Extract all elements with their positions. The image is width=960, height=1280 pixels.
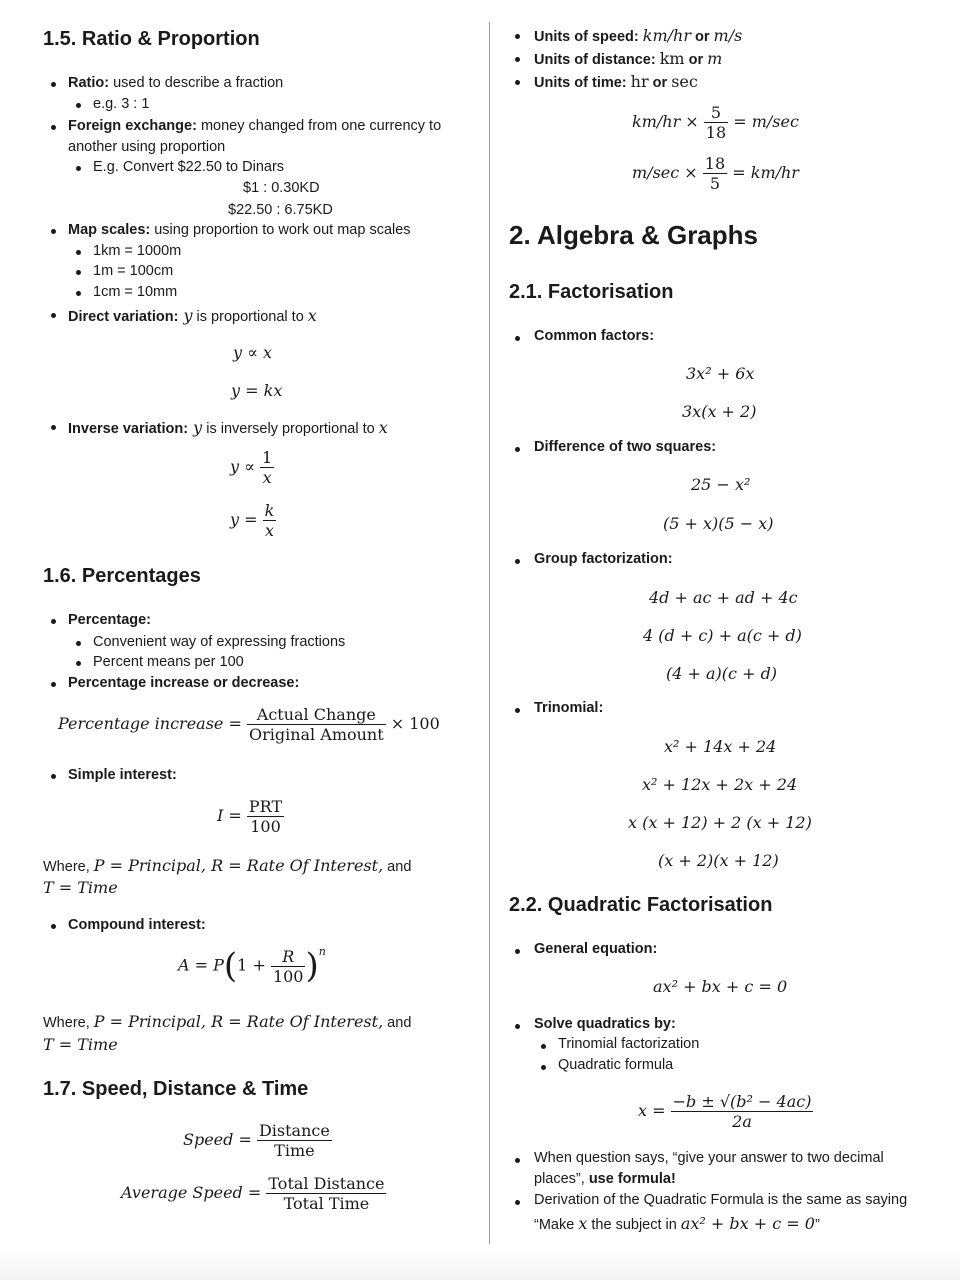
note2-subject: the subject in [587, 1217, 681, 1233]
c2-den: 5 [709, 174, 721, 193]
solve-method-1: Trinomial factorization [558, 1036, 700, 1052]
sp-num: Distance [258, 1121, 330, 1140]
bullet [515, 336, 520, 341]
general-equation-label: General equation: [534, 941, 658, 957]
direct-variation-item [68, 306, 317, 325]
map-item [68, 222, 411, 238]
speed-formula [183, 1121, 332, 1160]
pi-num: Actual Change [247, 705, 386, 725]
qf-lhs: x = [638, 1101, 666, 1120]
where-note-1 [43, 856, 411, 875]
column-divider [489, 22, 490, 1244]
where-text: Where, [43, 859, 94, 875]
section-title-quadratic-factorisation: 2.2. Quadratic Factorisation [509, 894, 773, 916]
page-bottom-edge [0, 1250, 960, 1280]
var-x: x [307, 306, 317, 325]
var-x: x [378, 418, 388, 437]
conversion-kmhr-to-msec [632, 103, 799, 142]
ci-exponent: n [318, 945, 326, 958]
bullet [541, 1044, 546, 1049]
where-text: Where, [43, 1015, 94, 1031]
bullet [51, 619, 56, 624]
compound-interest-label: Compound interest: [68, 917, 206, 933]
where-time-1: T = Time [43, 878, 118, 897]
bullet [51, 682, 56, 687]
map-scale-3: 1cm = 10mm [93, 284, 178, 300]
fx-text: money changed from one currency to [196, 118, 442, 134]
sp-lhs: Speed = [183, 1130, 252, 1149]
or-text: or [690, 29, 714, 45]
si-fraction [247, 797, 284, 836]
note-derivation-line2 [534, 1214, 820, 1233]
bullet [76, 270, 81, 275]
where-and: and [383, 859, 412, 875]
trinomial-label: Trinomial: [534, 700, 604, 716]
c1-den: 18 [705, 123, 727, 142]
c2-rhs: = km/hr [732, 163, 799, 182]
note1-places: places”, [534, 1171, 589, 1187]
bullet [515, 1158, 520, 1163]
c1-num: 5 [704, 103, 728, 123]
pi-fraction [247, 705, 386, 744]
avg-den: Total Time [283, 1194, 370, 1213]
bullet [51, 425, 56, 430]
map-scale-1: 1km = 1000m [93, 243, 182, 259]
inv-eq2-lhs: y = [230, 510, 258, 529]
ci-num: R [271, 947, 306, 967]
unit-hr: hr [630, 72, 649, 91]
percentage-incdec-label: Percentage increase or decrease: [68, 675, 300, 691]
fx-label: Foreign exchange: [68, 118, 197, 134]
map-label: Map scales: [68, 222, 151, 238]
c2-lhs: m/sec × [632, 163, 698, 182]
group-factorization-eq-1: 4d + ac + ad + 4c [649, 588, 798, 607]
solve-method-2: Quadratic formula [558, 1057, 674, 1073]
note2-close-quote: ” [814, 1217, 820, 1233]
map-text: using proportion to work out map scales [150, 222, 411, 238]
fx-example: E.g. Convert $22.50 to Dinars [93, 159, 285, 175]
note2-x: x [578, 1214, 588, 1233]
avg-fraction [266, 1174, 386, 1213]
units-distance-label: Units of distance: [534, 52, 660, 68]
trinomial-eq-3: x (x + 12) + 2 (x + 12) [628, 813, 812, 832]
bullet [51, 125, 56, 130]
trinomial-eq-1: x² + 14x + 24 [664, 737, 777, 756]
si-num: PRT [248, 797, 283, 816]
note-decimal-line1: When question says, “give your answer to two decimal [534, 1150, 884, 1166]
common-factors-eq-1: 3x² + 6x [686, 364, 755, 383]
var-y: y [188, 418, 203, 437]
or-text: or [684, 52, 708, 68]
compound-interest-formula [178, 946, 326, 986]
inv-eq2-fraction [263, 501, 277, 540]
common-factors-eq-2: 3x(x + 2) [682, 402, 757, 421]
unit-kmhr: km/hr [642, 26, 691, 45]
inverse-eq-1 [230, 448, 274, 487]
direct-label: Direct variation: [68, 309, 179, 325]
qf-fraction [671, 1092, 814, 1131]
paren-close: ) [305, 946, 319, 986]
group-factorization-eq-3: (4 + a)(c + d) [666, 664, 778, 683]
ci-fraction [271, 947, 306, 986]
percentage-desc-2: Percent means per 100 [93, 654, 244, 670]
sp-fraction [257, 1121, 332, 1160]
bullet [515, 1024, 520, 1029]
c1-rhs: = m/sec [733, 112, 799, 131]
bullet [515, 80, 520, 85]
percentage-increase-formula [58, 705, 440, 744]
c1-fraction [704, 103, 728, 142]
group-factorization-eq-2: 4 (d + c) + a(c + d) [643, 626, 802, 645]
trinomial-eq-2: x² + 12x + 2x + 24 [642, 775, 798, 794]
unit-ms: m/s [713, 26, 743, 45]
fx-item [68, 118, 441, 134]
difference-of-squares-label: Difference of two squares: [534, 439, 717, 455]
c1-lhs: km/hr × [632, 112, 699, 131]
map-scale-2: 1m = 100cm [93, 263, 174, 279]
general-equation: ax² + bx + c = 0 [653, 977, 788, 996]
ci-one: 1 + [237, 955, 266, 975]
inv-eq2-num: k [264, 501, 275, 520]
pi-rhs: × 100 [390, 714, 440, 733]
section-title-speed-distance-time: 1.7. Speed, Distance & Time [43, 1078, 309, 1100]
bullet [515, 559, 520, 564]
c2-fraction [703, 154, 727, 193]
section-title-ratio-proportion: 1.5. Ratio & Proportion [43, 28, 260, 50]
bullet [515, 1200, 520, 1205]
pi-lhs: Percentage increase = [58, 714, 242, 733]
avg-lhs: Average Speed = [121, 1183, 262, 1202]
units-of-speed [534, 26, 742, 45]
where-time-2: T = Time [43, 1035, 118, 1054]
trinomial-eq-4: (x + 2)(x + 12) [658, 851, 779, 870]
note2-equation: ax² + bx + c = 0 [680, 1214, 815, 1233]
direct-eq-1: y ∝ x [233, 343, 273, 362]
si-den: 100 [250, 817, 281, 836]
direct-text: is proportional to [192, 309, 308, 325]
bullet [51, 774, 56, 779]
simple-interest-label: Simple interest: [68, 767, 177, 783]
units-of-distance [534, 49, 722, 68]
percentage-label: Percentage: [68, 612, 152, 628]
bullet [76, 661, 81, 666]
fx-line2: $22.50 : 6.75KD [228, 202, 333, 218]
fx-text-line2: another using proportion [68, 139, 226, 155]
bullet [515, 949, 520, 954]
inv-eq1-fraction [260, 448, 274, 487]
bullet [76, 641, 81, 646]
bullet [76, 166, 81, 171]
bullet [515, 57, 520, 62]
percentage-desc-1: Convenient way of expressing fractions [93, 634, 346, 650]
bullet [51, 82, 56, 87]
where-and: and [383, 1015, 412, 1031]
sp-den: Time [274, 1141, 315, 1160]
conversion-msec-to-kmhr [632, 154, 799, 193]
bullet [51, 924, 56, 929]
unit-m: m [707, 49, 723, 68]
where-vars: P = Principal, R = Rate Of Interest, [93, 856, 384, 875]
inv-eq1-lhs: y ∝ [230, 457, 255, 476]
bullet [51, 313, 56, 318]
average-speed-formula [121, 1174, 386, 1213]
difference-of-squares-eq-1: 25 − x² [691, 475, 751, 494]
simple-interest-formula [217, 797, 284, 836]
qf-num: −b ± √(b² − 4ac) [672, 1092, 812, 1111]
bullet [76, 291, 81, 296]
direct-eq-2: y = kx [231, 381, 283, 400]
group-factorization-label: Group factorization: [534, 551, 673, 567]
note-derivation-line1: Derivation of the Quadratic Formula is the same as saying [534, 1192, 908, 1208]
note-decimal-line2 [534, 1171, 676, 1187]
where-note-2 [43, 1012, 411, 1031]
units-speed-label: Units of speed: [534, 29, 643, 45]
section-title-factorisation: 2.1. Factorisation [509, 281, 674, 303]
inverse-variation-item [68, 418, 388, 437]
bullet [76, 103, 81, 108]
inv-eq1-den: x [262, 468, 272, 487]
bullet [541, 1065, 546, 1070]
var-y: y [178, 306, 193, 325]
avg-num: Total Distance [268, 1174, 385, 1193]
bullet [515, 34, 520, 39]
inverse-text: is inversely proportional to [202, 421, 379, 437]
common-factors-label: Common factors: [534, 328, 655, 344]
c2-num: 18 [704, 154, 726, 173]
note1-use-formula: use formula! [588, 1171, 676, 1187]
si-lhs: I = [217, 806, 242, 825]
inv-eq2-den: x [264, 521, 274, 540]
pi-den: Original Amount [248, 725, 384, 744]
solve-quadratics-label: Solve quadratics by: [534, 1016, 676, 1032]
paren-open: ( [223, 946, 238, 986]
ratio-text: used to describe a fraction [109, 75, 284, 91]
unit-km: km [659, 49, 685, 68]
difference-of-squares-eq-2: (5 + x)(5 − x) [663, 514, 774, 533]
bullet [76, 250, 81, 255]
ratio-label: Ratio: [68, 75, 110, 91]
qf-den: 2a [732, 1112, 752, 1131]
units-of-time [534, 72, 698, 91]
ci-den: 100 [272, 966, 304, 986]
inv-eq1-num: 1 [262, 448, 273, 467]
section-title-percentages: 1.6. Percentages [43, 565, 201, 587]
inverse-eq-2 [230, 501, 276, 540]
ratio-example: e.g. 3 : 1 [93, 96, 150, 112]
unit-sec: sec [671, 72, 698, 91]
quadratic-formula [638, 1092, 813, 1131]
fx-line1: $1 : 0.30KD [243, 180, 320, 196]
ci-lhs: A = P [178, 955, 224, 975]
ratio-item [68, 75, 283, 91]
where-vars: P = Principal, R = Rate Of Interest, [93, 1012, 384, 1031]
bullet [51, 229, 56, 234]
inverse-label: Inverse variation: [68, 421, 189, 437]
chapter-title-algebra-graphs: 2. Algebra & Graphs [509, 220, 758, 250]
or-text: or [648, 75, 672, 91]
bullet [515, 708, 520, 713]
bullet [515, 447, 520, 452]
units-time-label: Units of time: [534, 75, 631, 91]
note2-make: “Make [534, 1217, 579, 1233]
